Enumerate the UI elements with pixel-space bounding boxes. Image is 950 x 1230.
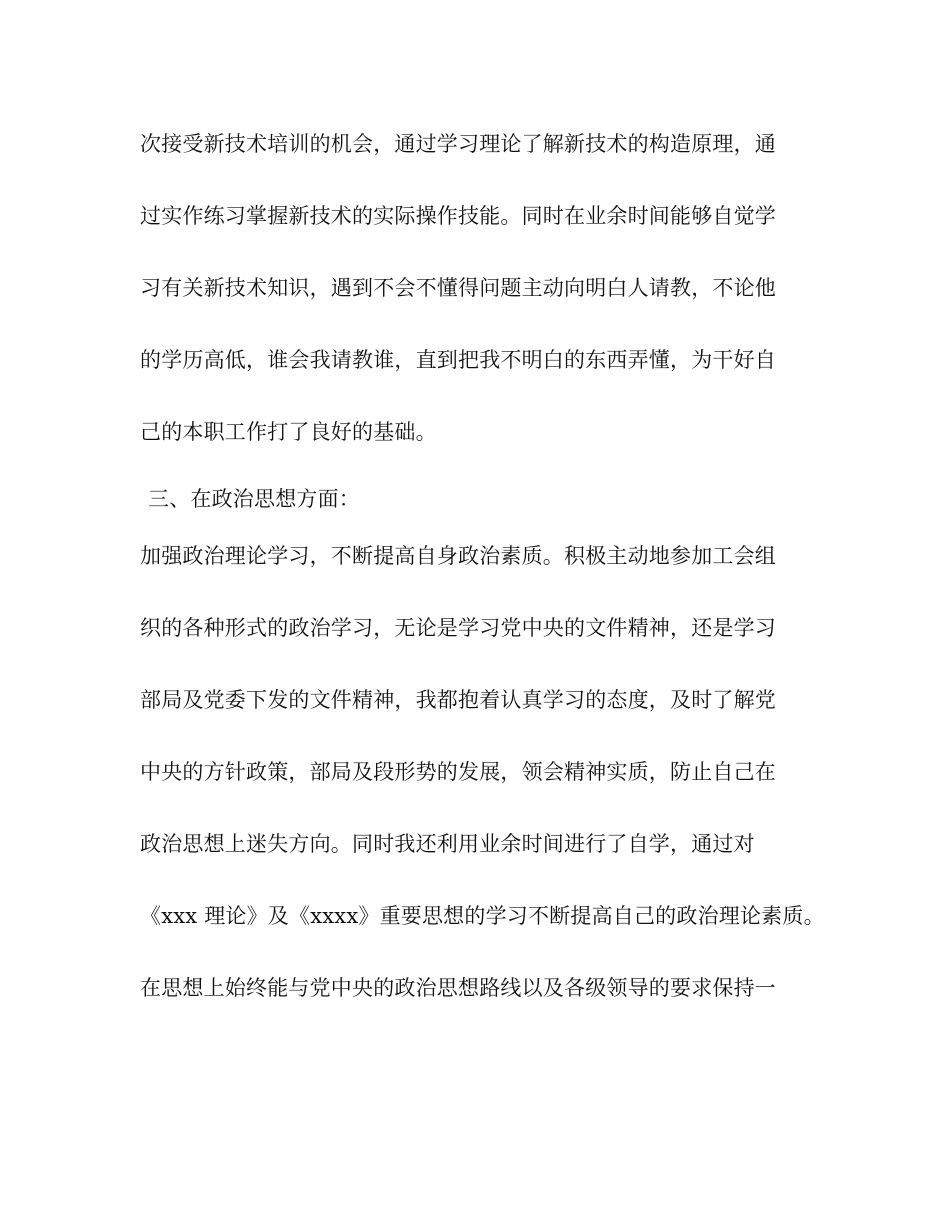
paragraph-line: 中央的方针政策，部局及段形势的发展，领会精神实质，防止自己在 <box>140 760 776 784</box>
paragraph-line: 《xxx 理论》及《xxxx》重要思想的学习不断提高自己的政治理论素质。 <box>140 904 825 928</box>
paragraph-line: 部局及党委下发的文件精神，我都抱着认真学习的态度，及时了解党 <box>140 688 776 712</box>
paragraph-line: 织的各种形式的政治学习，无论是学习党中央的文件精神，还是学习 <box>140 616 776 640</box>
paragraph-line: 加强政治理论学习，不断提高自身政治素质。积极主动地参加工会组 <box>140 544 776 568</box>
section-heading: 三、在政治思想方面： <box>148 487 360 511</box>
paragraph-line: 次接受新技术培训的机会，通过学习理论了解新技术的构造原理，通 <box>140 132 776 156</box>
paragraph-line: 政治思想上迷失方向。同时我还利用业余时间进行了自学，通过对 <box>140 832 755 856</box>
paragraph-line: 过实作练习掌握新技术的实际操作技能。同时在业余时间能够自觉学 <box>140 204 776 228</box>
paragraph-line: 习有关新技术知识，遇到不会不懂得问题主动向明白人请教，不论他 <box>140 276 776 300</box>
paragraph-line: 己的本职工作打了良好的基础。 <box>140 420 437 444</box>
paragraph-line: 在思想上始终能与党中央的政治思想路线以及各级领导的要求保持一 <box>140 976 776 1000</box>
paragraph-line: 的学历高低，谁会我请教谁，直到把我不明白的东西弄懂，为干好自 <box>140 348 776 372</box>
